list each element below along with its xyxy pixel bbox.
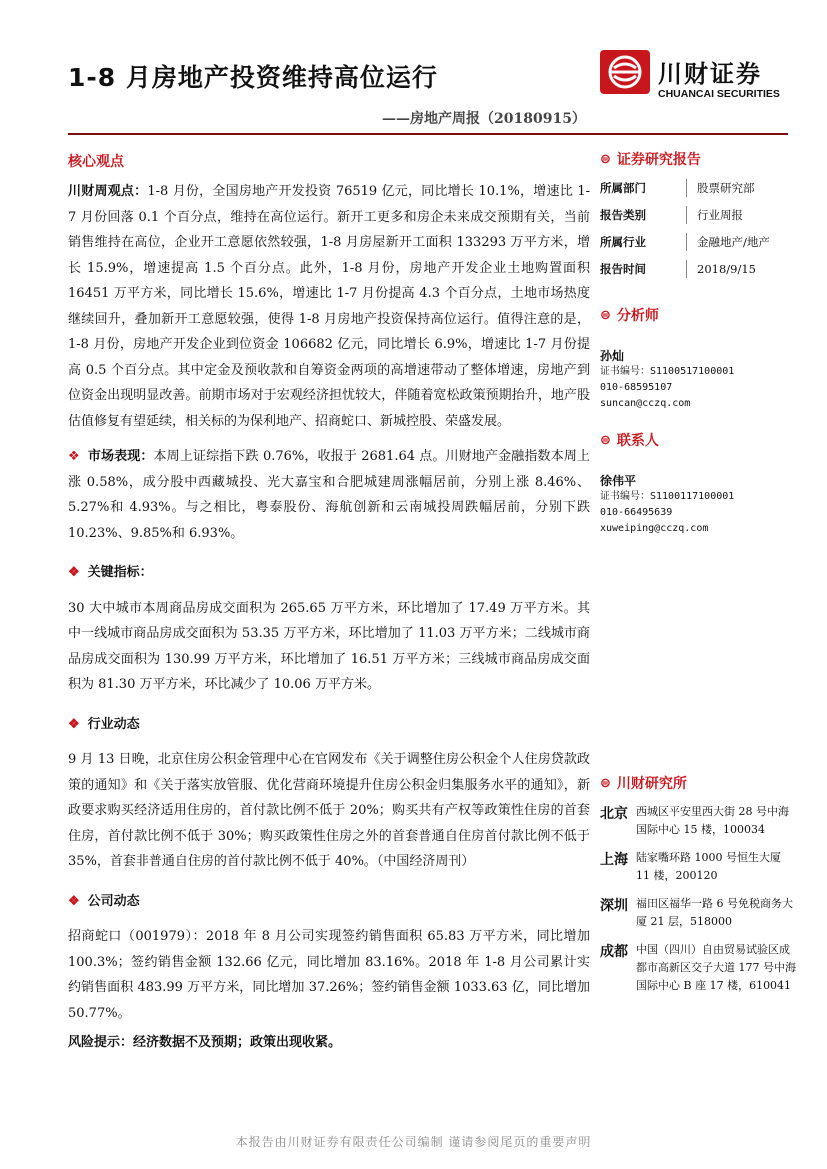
- office-city: 北京: [600, 806, 628, 822]
- office-item: [600, 849, 800, 885]
- office-city: 深圳: [600, 898, 628, 914]
- analyst-heading-row: [600, 305, 800, 325]
- key-paragraph: 30 大中城市本周商品房成交面积为 265.65 万平方米，环比增加了 17.49 万平方米。其中一线城市商品房成交面积为 53.35 万平方米，环比增加了 11.03 万平方米；二线城市商品房成交面积为 130.99 万平方米，环比增加了 16.51 万平方米；三线城市商品房成交面积为 81.30 万平方米，环比减少了 10.06 万平方米。: [68, 600, 590, 692]
- contact-heading-row: [600, 430, 800, 450]
- meta-value: 2018/9/15: [686, 260, 756, 278]
- institute-heading-row: [600, 773, 800, 793]
- market-text: 本周上证综指下跌 0.76%，收报于 2681.64 点。川财地产金融指数本周上涨 0.58%，成分股中西藏城投、光大嘉宝和合肥城建周涨幅居前，分别上涨 8.46%、5.27%和 4.93%。与之相比，粤泰股份、海航创新和云南城投周跌幅居前，分别下跌 10.23%、9.85%和 6.93%。: [68, 449, 590, 541]
- analyst-name: 孙灿: [600, 349, 625, 363]
- analyst-heading: 分析师: [616, 308, 659, 324]
- diamond-bullet-icon: ❖: [68, 449, 80, 464]
- company-heading-row: [68, 889, 590, 915]
- meta-key: 所属部门: [600, 181, 646, 195]
- report-heading-row: [600, 149, 800, 169]
- analyst-icon: ⊜: [600, 307, 611, 323]
- core-text: 1-8 月份，全国房地产开发投资 76519 亿元，同比增长 10.1%，增速比 1-7 月份回落 0.1 个百分点，维持在高位运行。新开工更多和房企未来成交预期有关，当前销售维持在高位，企业开工意愿依然较强，1-8 月房屋新开工面积 133293 万平方米，增长 15.9%，增速提高 1.5 个百分点。此外，1-8 月份，房地产开发企业土地购置面积 16451 万平方米，同比增长 15.6%，增速比 1-7 月份提高 4.3 个百分点，土地市场热度继续回升，叠加新开工意愿较强，使得 1-8 月房地产投资保持高位运行。值得注意的是，1-8 月份，房地产开发企业到位资金 106682 亿元，同比增长 6.9%，增速比 1-7 月份提高 0.5 个百分点。其中定金及预收款和自筹资金两项的高增速带动了整体增速，房地产到位资金出现明显改善。前期市场对于宏观经济担忧较大，伴随着宽松政策预期抬升，地产股估值修复有望延续，相关标的为保利地产、招商蛇口、新城控股、荣盛发展。: [68, 184, 590, 429]
- meta-value: 金融地产/地产: [686, 233, 770, 251]
- industry-heading-row: [68, 712, 590, 738]
- logo-icon: [600, 50, 650, 94]
- diamond-bullet-icon: ❖: [68, 565, 80, 580]
- analyst-phone: 010-68595107: [600, 382, 673, 393]
- brand-name: 川财证券: [658, 60, 762, 88]
- report-heading: 证券研究报告: [616, 152, 701, 168]
- office-address: 西城区平安里西大街 28 号中海国际中心 15 楼，100034: [636, 805, 789, 836]
- page-footer: 本报告由川财证券有限责任公司编制 谨请参阅尾页的重要声明: [235, 1135, 592, 1149]
- office-city: 上海: [600, 852, 628, 868]
- header-divider: [68, 133, 788, 135]
- institute-icon: ⊜: [600, 775, 611, 791]
- sidebar: [600, 145, 800, 1005]
- main-content: [68, 145, 590, 1056]
- meta-value: 行业周报: [686, 206, 743, 224]
- office-item: [600, 941, 800, 995]
- office-item: [600, 895, 800, 931]
- key-heading: 关键指标：: [87, 565, 153, 580]
- office-address: 中国（四川）自由贸易试验区成都市高新区交子大道 177 号中海国际中心 B 座 17 楼，610041: [636, 943, 796, 992]
- market-heading: 市场表现：: [87, 449, 154, 464]
- contact-heading: 联系人: [616, 433, 659, 449]
- key-heading-row: [68, 560, 590, 586]
- meta-key: 报告类别: [600, 208, 646, 222]
- diamond-bullet-icon: ❖: [68, 716, 80, 732]
- institute-heading: 川财研究所: [616, 776, 687, 792]
- company-heading: 公司动态: [87, 893, 140, 909]
- office-city: 成都: [600, 944, 628, 960]
- core-lead: 川财周观点：: [68, 184, 148, 199]
- report-subtitle: ——房地产周报（20180915）: [382, 111, 586, 127]
- meta-value: 股票研究部: [686, 179, 755, 197]
- market-paragraph: [68, 444, 590, 546]
- contact-name: 徐伟平: [600, 474, 637, 488]
- analyst-cert: 证书编号：S1100517100001: [600, 366, 735, 377]
- office-address: 陆家嘴环路 1000 号恒生大厦 11 楼，200120: [636, 851, 781, 882]
- page-title: 1-8 月房地产投资维持高位运行: [68, 63, 438, 92]
- meta-key: 所属行业: [600, 235, 646, 249]
- contact-email[interactable]: xuweiping@cczq.com: [600, 523, 709, 534]
- contact-phone: 010-66495639: [600, 507, 673, 518]
- brand-name-en: CHUANCAI SECURITIES: [658, 88, 780, 100]
- diamond-bullet-icon: ❖: [68, 893, 80, 909]
- industry-paragraph: 9 月 13 日晚，北京住房公积金管理中心在官网发布《关于调整住房公积金个人住房贷款政策的通知》和《关于落实放管服、优化营商环境提升住房公积金归集服务水平的通知》，新政要求购买经济适用住房的，首付款比例不低于 20%；购买共有产权等政策性住房的首套住房，首付款比例不低于 30%；购买政策性住房之外的首套普通自住房首付款比例不低于 35%，首套非普通自住房的首付款比例不低于 40%。（中国经济周刊）: [68, 752, 590, 869]
- industry-heading: 行业动态: [87, 716, 140, 732]
- meta-row: [600, 233, 800, 251]
- meta-key: 报告时间: [600, 262, 646, 276]
- meta-row: [600, 260, 800, 278]
- meta-row: [600, 179, 800, 197]
- meta-row: [600, 206, 800, 224]
- office-item: [600, 803, 800, 839]
- risk-warning: 风险提示：经济数据不及预期；政策出现收紧。: [68, 1035, 342, 1050]
- office-address: 福田区福华一路 6 号免税商务大厦 21 层，518000: [636, 897, 793, 928]
- contact-cert: 证书编号：S1100117100001: [600, 491, 735, 502]
- analyst-email[interactable]: suncan@cczq.com: [600, 398, 691, 409]
- contact-icon: ⊜: [600, 432, 611, 448]
- report-icon: ⊜: [600, 151, 611, 167]
- core-heading: 核心观点: [68, 154, 124, 170]
- company-paragraph: 招商蛇口（001979）：2018 年 8 月公司实现签约销售面积 65.83 万平方米，同比增加 100.3%；签约销售金额 132.66 亿元，同比增加 83.16%。2018 年 1-8 月公司累计实约销售面积 483.99 万平方米，同比增加 37.26%；签约销售金额 1033.63 亿，同比增加 50.77%。: [68, 929, 590, 1021]
- core-paragraph: [68, 179, 590, 434]
